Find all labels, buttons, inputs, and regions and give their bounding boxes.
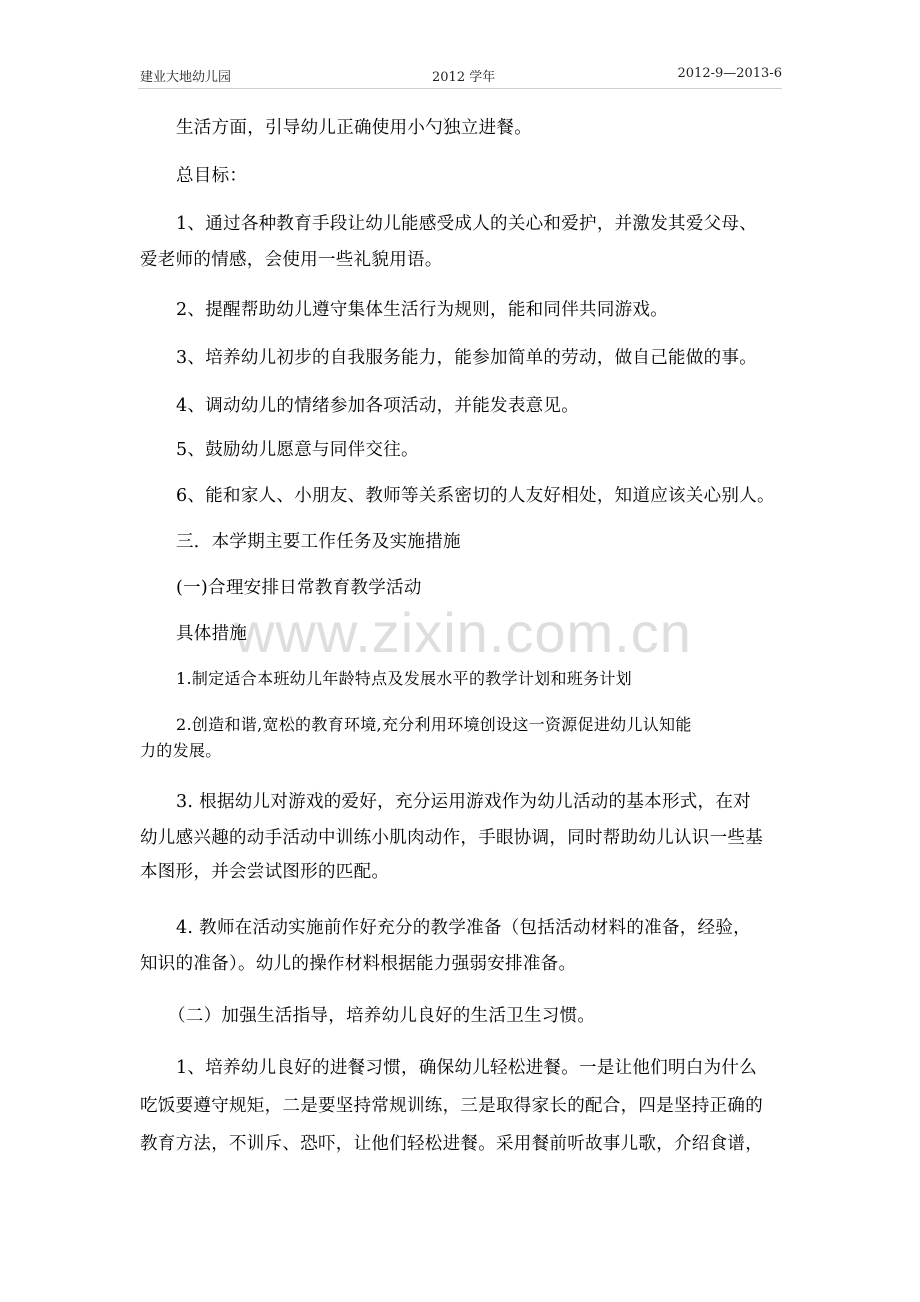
- section-heading: 总目标：: [176, 166, 248, 186]
- paragraph-line: 生活方面，引导幼儿正确使用小勺独立进餐。: [176, 118, 532, 138]
- header-school-name: 建业大地幼儿园: [140, 70, 232, 85]
- paragraph-line: 5、鼓励幼儿愿意与同伴交往。: [176, 440, 419, 460]
- paragraph-line: 6、能和家人、小朋友、教师等关系密切的人友好相处，知道应该关心别人。: [176, 486, 775, 506]
- header-school-year: 2012 学年: [432, 70, 496, 85]
- paragraph-line: 教育方法，不训斥、恐吓，让他们轻松进餐。采用餐前听故事儿歌，介绍食谱，: [140, 1134, 763, 1154]
- paragraph-line: 本图形，并会尝试图形的匹配。: [140, 862, 390, 882]
- paragraph-line: 3、培养幼儿初步的自我服务能力，能参加简单的劳动，做自己能做的事。: [176, 348, 758, 368]
- paragraph-line: 幼儿感兴趣的动手活动中训练小肌肉动作，手眼协调，同时帮助幼儿认识一些基: [140, 828, 763, 848]
- paragraph-line: 2、提醒帮助幼儿遵守集体生活行为规则，能和同伴共同游戏。: [176, 300, 669, 320]
- section-heading: （二）加强生活指导，培养幼儿良好的生活卫生习惯。: [168, 1006, 596, 1026]
- paragraph-line: 力的发展。: [140, 741, 222, 760]
- paragraph-line: 1.制定适合本班幼儿年龄特点及发展水平的教学计划和班务计划: [176, 669, 632, 688]
- section-heading: 三．本学期主要工作任务及实施措施: [176, 532, 461, 552]
- paragraph-line: 知识的准备）。幼儿的操作材料根据能力强弱安排准备。: [140, 954, 577, 974]
- section-heading: 具体措施: [176, 624, 248, 644]
- paragraph-line: 1、培养幼儿良好的进餐习惯，确保幼儿轻松进餐。一是让他们明白为什么: [176, 1058, 758, 1078]
- paragraph-line: 4、调动幼儿的情绪参加各项活动，并能发表意见。: [176, 396, 580, 416]
- paragraph-line: 2.创造和谐,宽松的教育环境,充分利用环境创设这一资源促进幼儿认知能: [176, 715, 692, 734]
- header-divider: [138, 88, 782, 89]
- paragraph-line: 3. 根据幼儿对游戏的爱好，充分运用游戏作为幼儿活动的基本形式，在对: [176, 792, 751, 812]
- watermark: www.zixin.com.cn: [234, 601, 692, 664]
- paragraph-line: 吃饭要遵守规矩，二是要坚持常规训练，三是取得家长的配合，四是坚持正确的: [140, 1096, 763, 1116]
- paragraph-line: 4. 教师在活动实施前作好充分的教学准备（包括活动材料的准备，经验，: [176, 918, 751, 938]
- paragraph-line: 1、通过各种教育手段让幼儿能感受成人的关心和爱护，并激发其爱父母、: [176, 214, 758, 234]
- section-heading: (一)合理安排日常教育教学活动: [176, 578, 422, 598]
- paragraph-line: 爱老师的情感，会使用一些礼貌用语。: [140, 250, 443, 270]
- header-date-range: 2012-9—2013-6: [677, 66, 782, 81]
